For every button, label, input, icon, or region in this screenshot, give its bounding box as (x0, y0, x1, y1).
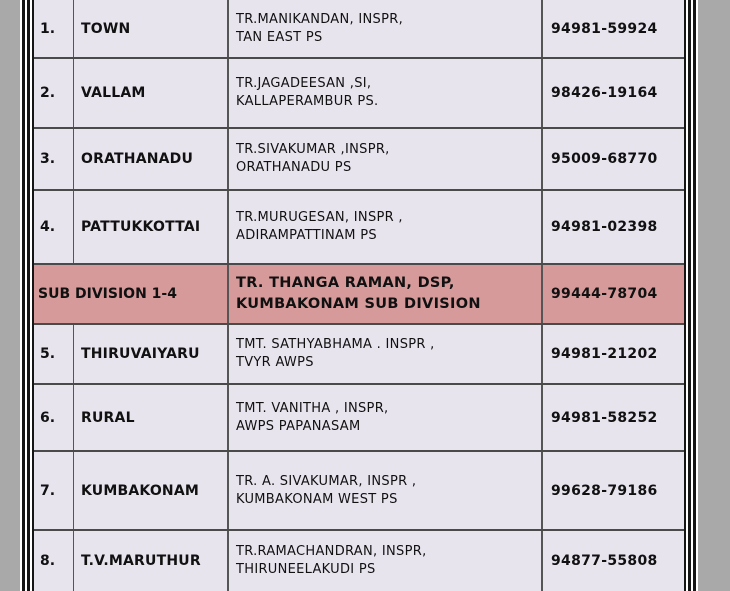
phone-number: 99628-79186 (551, 482, 658, 499)
phone-number: 98426-19164 (551, 85, 658, 101)
officer-cell (229, 129, 543, 189)
row-number: 2. (34, 59, 74, 127)
subdivision-row (34, 265, 684, 325)
contact-table (34, 0, 684, 591)
officer-station: AWPS PAPANASAM (236, 418, 361, 434)
station-name: VALLAM (74, 59, 229, 127)
officer-station: KUMBAKONAM WEST PS (236, 491, 398, 507)
row-number: 4. (34, 191, 74, 263)
row-number: 6. (34, 385, 74, 450)
right-page-border (684, 0, 698, 591)
officer-name: TMT. SATHYABHAMA . INSPR , (236, 337, 435, 352)
officer-station: ORATHANADU PS (236, 160, 352, 175)
phone-number: 94981-59924 (551, 20, 658, 37)
officer-name: TR.RAMACHANDRAN, INSPR, (236, 544, 427, 559)
officer-cell (229, 385, 543, 450)
officer-station: ADIRAMPATTINAM PS (236, 228, 377, 243)
phone-number: 99444-78704 (551, 286, 658, 302)
officer-name: TR. THANGA RAMAN, DSP, (236, 275, 455, 291)
officer-name: TR.MANIKANDAN, INSPR, (236, 11, 404, 27)
officer-name: TMT. VANITHA , INSPR, (236, 400, 389, 416)
officer-cell (229, 452, 543, 529)
officer-cell (229, 325, 543, 383)
row-number: 5. (34, 325, 74, 383)
officer-name: TR. A. SIVAKUMAR, INSPR , (236, 473, 417, 489)
table-row (34, 0, 684, 59)
officer-station: THIRUNEELAKUDI PS (236, 562, 376, 577)
row-number: 8. (34, 531, 74, 591)
officer-name: TR.SIVAKUMAR ,INSPR, (236, 142, 390, 157)
table-row (34, 59, 684, 129)
station-name: T.V.MARUTHUR (74, 531, 229, 591)
officer-station: KALLAPERAMBUR PS. (236, 94, 379, 109)
table-row (34, 531, 684, 591)
table-row (34, 191, 684, 265)
officer-cell (229, 0, 543, 57)
phone-number: 94981-58252 (551, 409, 658, 426)
table-row (34, 129, 684, 191)
officer-cell (229, 59, 543, 127)
left-page-border (20, 0, 34, 591)
officer-station: TAN EAST PS (236, 29, 323, 45)
table-row (34, 385, 684, 452)
row-number: 7. (34, 452, 74, 529)
row-number: 3. (34, 129, 74, 189)
officer-name: TR.MURUGESAN, INSPR , (236, 210, 403, 225)
table-row (34, 325, 684, 385)
officer-cell (229, 191, 543, 263)
station-name: PATTUKKOTTAI (74, 191, 229, 263)
phone-number: 94981-21202 (551, 346, 658, 362)
station-name: TOWN (74, 0, 229, 57)
phone-number: 95009-68770 (551, 151, 658, 167)
station-name: RURAL (74, 385, 229, 450)
table-row (34, 452, 684, 531)
officer-name: TR.JAGADEESAN ,SI, (236, 76, 372, 91)
station-name: THIRUVAIYARU (74, 325, 229, 383)
phone-number: 94877-55808 (551, 553, 658, 569)
station-name: KUMBAKONAM (74, 452, 229, 529)
row-number: 1. (34, 0, 74, 57)
officer-cell (229, 265, 543, 323)
phone-number: 94981-02398 (551, 219, 658, 235)
officer-cell (229, 531, 543, 591)
station-name: ORATHANADU (74, 129, 229, 189)
subdivision-label: SUB DIVISION 1-4 (34, 265, 229, 323)
officer-station: KUMBAKONAM SUB DIVISION (236, 296, 481, 312)
officer-station: TVYR AWPS (236, 355, 314, 370)
